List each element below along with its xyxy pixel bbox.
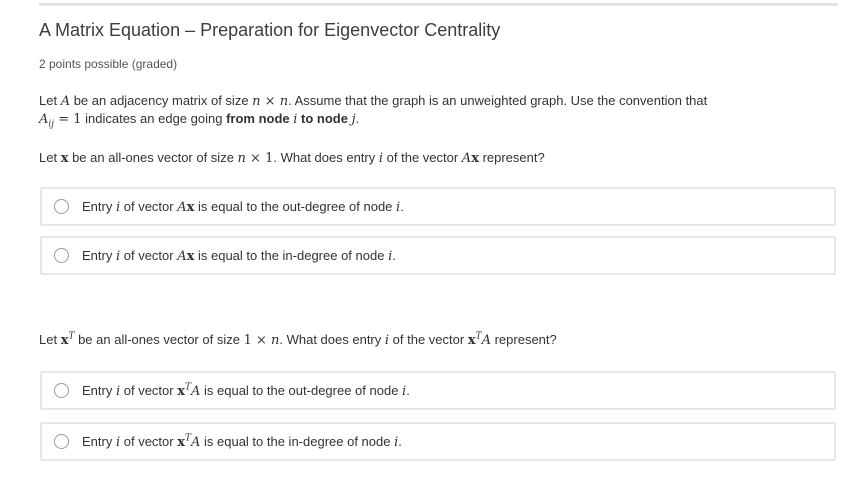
math-times-one: × 1 (245, 151, 274, 166)
math-i: i (115, 249, 121, 264)
math-A: A (177, 200, 187, 215)
prompt-text: represent? (478, 150, 545, 165)
top-divider (39, 3, 838, 6)
math-A: A (60, 94, 71, 109)
prompt-text: be an all-ones vector of size (74, 332, 244, 347)
math-x: x (177, 384, 185, 399)
math-one-times: 1 × (243, 333, 271, 348)
math-i: i (402, 384, 407, 399)
option-text: is equal to the in-degree of node (194, 248, 389, 263)
option-text: . (400, 199, 404, 214)
math-A: A (481, 333, 491, 348)
math-i: i (115, 384, 121, 399)
math-times: × (260, 94, 280, 109)
radio-button[interactable] (54, 434, 69, 449)
prompt-text: represent? (490, 332, 557, 347)
intro-text: indicates an edge going (81, 111, 227, 126)
question-2-prompt (39, 331, 829, 349)
math-x: x (60, 151, 69, 166)
math-n: n (271, 333, 280, 348)
radio-button[interactable] (54, 383, 69, 398)
option-text: Entry (82, 383, 116, 398)
math-x: x (471, 151, 479, 166)
option-text: Entry (82, 434, 116, 449)
math-i: i (394, 435, 399, 450)
q2-option-out-degree[interactable] (40, 371, 836, 410)
math-n: n (237, 151, 246, 166)
prompt-text: . What does entry (279, 332, 385, 347)
math-equals-one: = 1 (54, 112, 82, 127)
math-transpose: T (184, 433, 191, 444)
q2-option-in-degree[interactable] (40, 422, 836, 461)
points-possible: 2 points possible (graded) (39, 57, 178, 71)
math-i: i (388, 249, 393, 264)
radio-button[interactable] (54, 199, 69, 214)
math-i: i (115, 435, 121, 450)
to-node-text: to node (297, 111, 352, 126)
option-text: of vector (120, 248, 178, 263)
radio-button[interactable] (54, 248, 69, 263)
math-i: i (115, 200, 121, 215)
intro-text: . Assume that the graph is an unweighted graph. Use the convention that (288, 93, 708, 108)
prompt-text: Let (39, 150, 61, 165)
option-text: of vector (120, 383, 178, 398)
math-A: A (191, 435, 201, 450)
option-label (82, 434, 402, 450)
problem-title: A Matrix Equation – Preparation for Eigenvector Centrality (39, 20, 501, 40)
intro-text: Let (39, 93, 61, 108)
math-j: j (351, 112, 356, 127)
option-text: of vector (120, 199, 178, 214)
option-label (82, 383, 410, 399)
prompt-text: Let (39, 332, 61, 347)
option-text: is equal to the out-degree of node (200, 383, 403, 398)
from-node-text: from node (226, 111, 294, 126)
prompt-text: of the vector (389, 332, 468, 347)
option-text: of vector (120, 434, 178, 449)
math-n: n (252, 94, 261, 109)
math-x: x (467, 333, 476, 348)
math-A: A (39, 112, 49, 127)
problem-intro (39, 92, 829, 128)
math-subscript: ij (48, 119, 55, 130)
math-A: A (191, 384, 201, 399)
math-A: A (461, 151, 472, 166)
math-transpose: T (184, 382, 191, 393)
math-i: i (378, 151, 384, 166)
option-text: . (398, 434, 402, 449)
option-text: Entry (82, 248, 116, 263)
math-x: x (186, 200, 195, 215)
math-x: x (177, 435, 185, 450)
question-1-prompt (39, 149, 829, 167)
q1-option-out-degree[interactable] (40, 187, 836, 226)
option-text: is equal to the out-degree of node (194, 199, 397, 214)
option-text: . (406, 383, 410, 398)
intro-text: be an adjacency matrix of size (70, 93, 253, 108)
option-label (82, 199, 404, 215)
math-i: i (384, 333, 390, 348)
math-x: x (60, 333, 69, 348)
prompt-text: . What does entry (273, 150, 379, 165)
math-n: n (279, 94, 289, 109)
math-x: x (186, 249, 195, 264)
math-transpose: T (68, 331, 75, 342)
option-label (82, 248, 396, 264)
math-i: i (293, 112, 298, 127)
math-A: A (177, 249, 187, 264)
option-text: is equal to the in-degree of node (200, 434, 395, 449)
prompt-text: of the vector (383, 150, 462, 165)
math-transpose: T (475, 331, 482, 342)
math-i: i (396, 200, 401, 215)
intro-text: . (355, 111, 360, 126)
option-text: . (392, 248, 396, 263)
prompt-text: be an all-ones vector of size (68, 150, 238, 165)
q1-option-in-degree[interactable] (40, 236, 836, 275)
option-text: Entry (82, 199, 116, 214)
